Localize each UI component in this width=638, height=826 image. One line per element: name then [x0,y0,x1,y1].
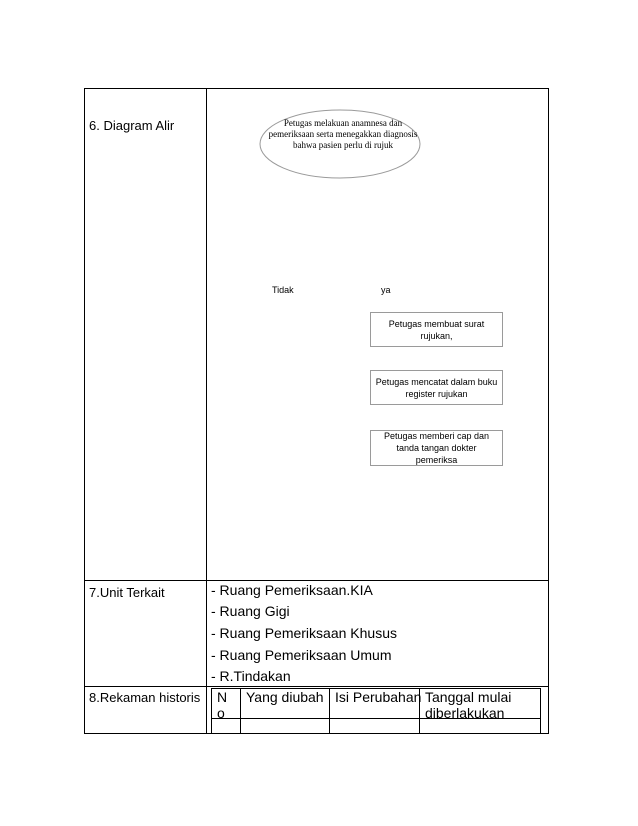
no-branch-label: Tidak [272,285,294,295]
history-header-no: N o [217,689,228,721]
unit-item: - Ruang Pemeriksaan Khusus [211,625,397,641]
history-section-label: 8.Rekaman historis [89,690,201,705]
step-box-register [370,370,503,405]
history-header-date: Tanggal mulai diberlakukan [425,689,512,721]
unit-item: - Ruang Pemeriksaan Umum [211,647,392,663]
unit-item: - Ruang Gigi [211,603,290,619]
unit-section-label: 7.Unit Terkait [89,585,165,600]
start-ellipse-text: Petugas melakuan anamnesa dan pemeriksaan serta menegakkan diagnosis bahwa pasien perlu di rujuk [268,118,418,150]
history-table-left [211,688,212,733]
diagram-section-label: 6. Diagram Alir [89,118,175,133]
step-box-register-text: Petugas mencatat dalam buku register rujukan [375,376,498,399]
history-table-right [540,688,541,733]
row-divider-units [84,686,549,687]
row-divider-diagram [84,580,549,581]
step-box-cap-text: Petugas memberi cap dan tanda tangan dokter pemeriksa [383,431,490,465]
history-table-col2 [240,688,241,733]
step-box-surat-rujukan [370,312,503,347]
table-right-border [548,88,549,734]
step-box-surat-rujukan-text: Petugas membuat surat rujukan, [388,318,485,341]
history-header-changed: Yang diubah [246,689,324,705]
column-divider [206,88,207,734]
history-header-content: Isi Perubahan [335,689,422,705]
table-bottom-border [84,733,549,734]
unit-item: - R.Tindakan [211,668,291,684]
step-box-cap [370,430,503,466]
table-left-border [84,88,85,734]
table-top-border [84,88,549,89]
history-table-col3 [329,688,330,733]
yes-branch-label: ya [381,285,391,295]
unit-item: - Ruang Pemeriksaan.KIA [211,582,373,598]
